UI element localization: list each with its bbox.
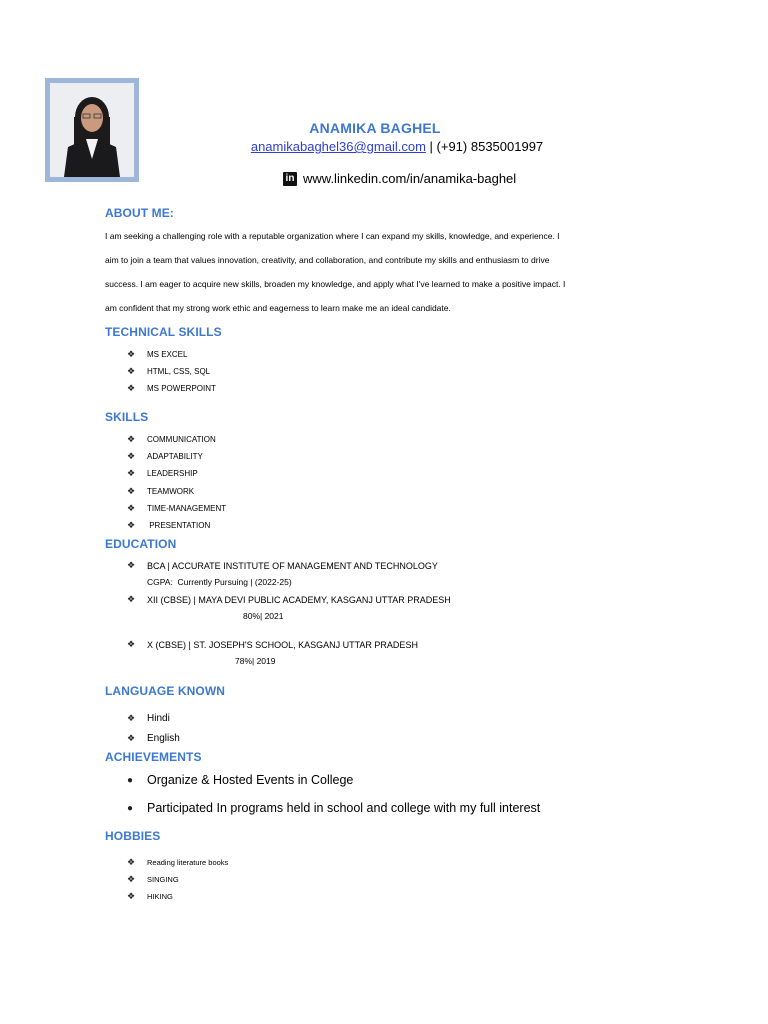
diamond-bullet-icon: ❖ [127, 560, 136, 570]
skill: COMMUNICATION [147, 435, 216, 444]
skill: TEAMWORK [147, 487, 195, 496]
education-detail: 78%| 2019 [235, 656, 276, 666]
technical-skills-heading: TECHNICAL SKILLS [105, 325, 222, 339]
technical-skill: HTML, CSS, SQL [147, 367, 211, 376]
linkedin-line [283, 171, 516, 186]
list-item [127, 520, 210, 531]
about-line: success. I am eager to acquire new skills, broaden my knowledge, and apply what I've learned to make a positive impact. I [105, 279, 566, 289]
diamond-bullet-icon: ❖ [127, 468, 136, 478]
education-entry [127, 560, 438, 571]
list-item [127, 773, 353, 787]
education-title: BCA | ACCURATE INSTITUTE OF MANAGEMENT AND TECHNOLOGY [147, 560, 438, 571]
about-line: aim to join a team that values innovation, creativity, and collaboration, and contribute my skills and enthusiasm to drive [105, 255, 550, 265]
list-item [127, 451, 203, 462]
education-title: XII (CBSE) | MAYA DEVI PUBLIC ACADEMY, KASGANJ UTTAR PRADESH [147, 594, 451, 605]
contact-line [0, 139, 768, 154]
list-item [127, 486, 194, 497]
language: English [147, 733, 180, 744]
dot-bullet-icon: ● [127, 802, 134, 814]
education-entry [127, 639, 418, 650]
diamond-bullet-icon: ❖ [127, 366, 136, 376]
diamond-bullet-icon: ❖ [127, 434, 136, 444]
skill: TIME-MANAGEMENT [147, 504, 227, 513]
diamond-bullet-icon: ❖ [127, 349, 136, 359]
list-item [127, 383, 216, 394]
about-line: am confident that my strong work ethic and eagerness to learn make me an ideal candidate. [105, 303, 451, 313]
achievement: Participated In programs held in school and college with my full interest [147, 801, 541, 815]
diamond-bullet-icon: ❖ [127, 486, 136, 496]
skills-heading: SKILLS [105, 410, 149, 424]
hobby: HIKING [147, 892, 173, 901]
hobby: SINGING [147, 875, 179, 884]
skill: PRESENTATION [147, 521, 211, 530]
hobbies-heading: HOBBIES [105, 829, 161, 843]
list-item [127, 874, 179, 885]
list-item [127, 366, 210, 377]
diamond-bullet-icon: ❖ [127, 503, 136, 513]
diamond-bullet-icon: ❖ [127, 874, 136, 884]
list-item [127, 434, 216, 445]
diamond-bullet-icon: ❖ [127, 733, 136, 743]
hobby: Reading literature books [147, 858, 229, 867]
list-item [127, 468, 198, 479]
list-item [127, 349, 187, 360]
phone-number: (+91) 8535001997 [436, 139, 544, 154]
education-detail: 80%| 2021 [243, 611, 284, 621]
achievements-heading: ACHIEVEMENTS [105, 750, 202, 764]
about-heading: ABOUT ME: [105, 206, 174, 220]
diamond-bullet-icon: ❖ [127, 451, 136, 461]
achievement: Organize & Hosted Events in College [147, 773, 354, 787]
skill: ADAPTABILITY [147, 452, 203, 461]
diamond-bullet-icon: ❖ [127, 594, 136, 604]
list-item [127, 733, 180, 744]
list-item [127, 857, 228, 868]
contact-separator: | [425, 139, 437, 154]
about-line: I am seeking a challenging role with a reputable organization where I can expand my skills, knowledge, and experience. I [105, 231, 560, 241]
diamond-bullet-icon: ❖ [127, 520, 136, 530]
technical-skill: MS EXCEL [147, 350, 188, 359]
list-item [127, 713, 170, 724]
list-item [127, 891, 173, 902]
diamond-bullet-icon: ❖ [127, 857, 136, 867]
diamond-bullet-icon: ❖ [127, 713, 136, 723]
language: Hindi [147, 713, 170, 724]
linkedin-url[interactable]: www.linkedin.com/in/anamika-baghel [303, 171, 517, 186]
diamond-bullet-icon: ❖ [127, 383, 136, 393]
education-heading: EDUCATION [105, 537, 177, 551]
dot-bullet-icon: ● [127, 774, 134, 786]
education-detail: CGPA: Currently Pursuing | (2022-25) [147, 577, 292, 587]
language-heading: LANGUAGE KNOWN [105, 684, 226, 698]
email-link[interactable]: anamikabaghel36@gmail.com [250, 139, 426, 154]
candidate-name: ANAMIKA BAGHEL [309, 120, 441, 136]
linkedin-icon: in [283, 172, 297, 186]
list-item [127, 503, 226, 514]
diamond-bullet-icon: ❖ [127, 639, 136, 649]
technical-skill: MS POWERPOINT [147, 384, 216, 393]
list-item [127, 801, 540, 815]
education-title: X (CBSE) | ST. JOSEPH'S SCHOOL, KASGANJ UTTAR PRADESH [147, 639, 418, 650]
education-entry [127, 594, 451, 605]
diamond-bullet-icon: ❖ [127, 891, 136, 901]
skill: LEADERSHIP [147, 469, 198, 478]
